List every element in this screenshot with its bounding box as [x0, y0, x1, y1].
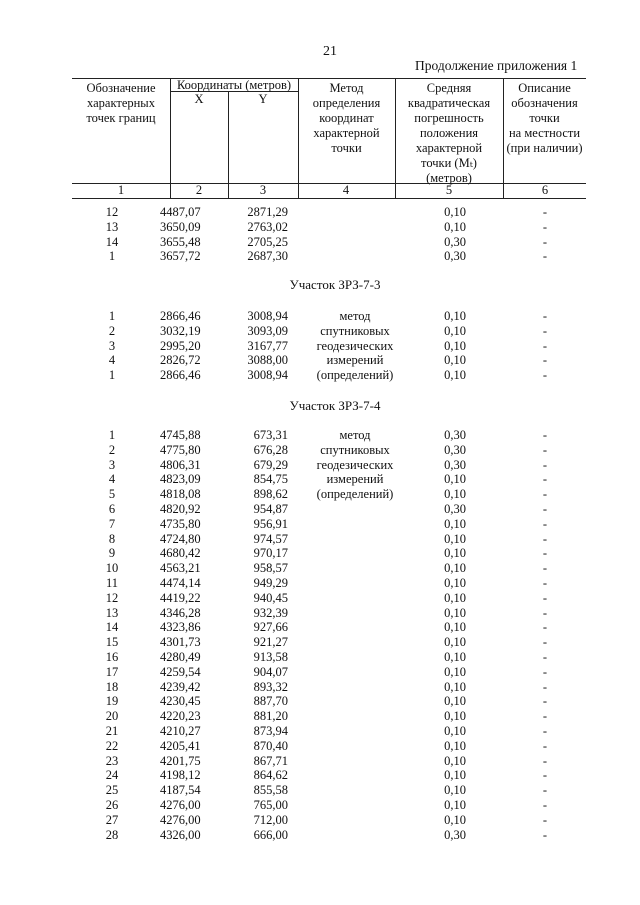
coord-x: 4187,54 — [160, 783, 201, 798]
coord-y: 898,62 — [253, 487, 288, 502]
table-row — [0, 724, 640, 739]
coord-x: 4230,45 — [160, 694, 201, 709]
coord-x: 4210,27 — [160, 724, 201, 738]
mean-error: 0,10 — [444, 323, 466, 338]
mean-error: 0,10 — [444, 516, 466, 531]
point-number: 9 — [108, 546, 116, 561]
coord-x: 4820,92 — [160, 502, 201, 516]
coord-x: 4563,21 — [160, 561, 201, 576]
table-header — [72, 78, 586, 198]
point-number: 4 — [108, 353, 116, 368]
header-method-line: характерной — [313, 126, 380, 140]
header-error-line: характерной — [415, 141, 483, 155]
coord-x: 4201,75 — [160, 753, 201, 768]
coord-y: 2763,02 — [247, 219, 288, 234]
description: - — [542, 576, 548, 590]
table-row — [0, 205, 640, 220]
coord-y: 3093,09 — [247, 323, 288, 338]
coord-y: 940,45 — [253, 590, 288, 605]
description: - — [542, 502, 548, 516]
description: - — [542, 738, 548, 753]
column-number: 4 — [342, 183, 350, 197]
mean-error: 0,10 — [444, 753, 466, 768]
table-row — [0, 517, 640, 532]
method-text-line: измерений — [326, 353, 384, 368]
coord-x: 4818,08 — [160, 487, 201, 502]
coord-y: 765,00 — [253, 798, 288, 812]
header-description-line: на местности — [508, 126, 581, 140]
coord-y: 679,29 — [253, 457, 288, 472]
mean-error: 0,10 — [444, 561, 466, 576]
description: - — [542, 457, 548, 472]
description: - — [542, 590, 548, 605]
point-number: 8 — [108, 531, 116, 546]
coord-x: 4326,00 — [160, 827, 201, 842]
coord-x: 4276,00 — [160, 798, 201, 812]
coord-y: 974,57 — [253, 531, 288, 546]
header-col1-line: точек границ — [86, 111, 156, 125]
coord-x: 4276,00 — [160, 812, 201, 827]
header-col1-line: характерных — [87, 96, 155, 110]
description: - — [542, 561, 548, 576]
header-y: Y — [258, 92, 268, 106]
mean-error: 0,10 — [444, 590, 466, 605]
point-number: 16 — [105, 650, 119, 664]
description: - — [542, 368, 548, 383]
mean-error: 0,30 — [444, 502, 466, 516]
description: - — [542, 234, 548, 249]
mean-error: 0,10 — [444, 368, 466, 383]
table-row — [0, 709, 640, 724]
coord-x: 3655,48 — [160, 234, 201, 249]
description: - — [542, 635, 548, 650]
coord-y: 970,17 — [253, 546, 288, 561]
table-row — [0, 798, 640, 813]
method-text-line: (определений) — [316, 368, 394, 383]
mean-error: 0,10 — [444, 531, 466, 546]
coord-y: 3088,00 — [247, 353, 288, 368]
column-number: 3 — [259, 183, 267, 197]
mean-error: 0,10 — [444, 694, 466, 709]
header-mid-rule — [72, 183, 586, 184]
mean-error: 0,10 — [444, 353, 466, 368]
mean-error: 0,30 — [444, 457, 466, 472]
mean-error: 0,10 — [444, 605, 466, 620]
coord-y: 873,94 — [253, 724, 288, 738]
mean-error: 0,10 — [444, 546, 466, 561]
point-number: 3 — [108, 338, 116, 353]
point-number: 11 — [105, 576, 119, 590]
method-text-line: (определений) — [316, 487, 394, 502]
coord-y: 921,27 — [253, 635, 288, 650]
table-row — [0, 502, 640, 517]
description: - — [542, 487, 548, 502]
header-description-line: точки — [529, 111, 560, 125]
coord-y: 867,71 — [253, 753, 288, 768]
header-description-line: обозначения — [511, 96, 578, 110]
header-error-line: (метров) — [426, 171, 472, 185]
coord-y: 3167,77 — [247, 338, 288, 353]
description: - — [542, 827, 548, 842]
header-top-rule — [72, 78, 586, 79]
point-number: 7 — [108, 516, 116, 531]
coord-x: 4220,23 — [160, 709, 201, 724]
coord-y: 913,58 — [253, 650, 288, 664]
table-row — [0, 694, 640, 709]
description: - — [542, 709, 548, 724]
point-number: 4 — [108, 472, 116, 487]
coord-y: 3008,94 — [247, 309, 288, 323]
point-number: 21 — [105, 724, 119, 738]
mean-error: 0,10 — [444, 205, 466, 219]
description: - — [542, 219, 548, 234]
mean-error: 0,10 — [444, 338, 466, 353]
table-row — [0, 768, 640, 783]
mean-error: 0,10 — [444, 620, 466, 635]
coord-y: 932,39 — [253, 605, 288, 620]
point-number: 1 — [108, 309, 116, 323]
coord-x: 3657,72 — [160, 249, 201, 264]
table-row — [0, 813, 640, 828]
coord-x: 4239,42 — [160, 679, 201, 694]
coord-x: 2866,46 — [160, 309, 201, 323]
description: - — [542, 338, 548, 353]
mean-error: 0,30 — [444, 428, 466, 442]
point-number: 25 — [105, 783, 119, 798]
section-title: Участок ЗРЗ-7-4 — [289, 398, 381, 413]
mean-error: 0,10 — [444, 219, 466, 234]
header-error — [395, 81, 503, 186]
coord-y: 666,00 — [253, 827, 288, 842]
mean-error: 0,10 — [444, 738, 466, 753]
mean-error: 0,30 — [444, 442, 466, 457]
point-number: 1 — [108, 368, 116, 383]
coord-x: 4323,86 — [160, 620, 201, 635]
coord-y: 864,62 — [253, 768, 288, 783]
coord-y: 676,28 — [253, 442, 288, 457]
coord-x: 4724,80 — [160, 531, 201, 546]
coord-x: 4301,73 — [160, 635, 201, 650]
table-row — [0, 680, 640, 695]
coord-y: 893,32 — [253, 679, 288, 694]
table-row — [0, 546, 640, 561]
header-description-line: (при наличии) — [506, 141, 583, 155]
table-row — [0, 591, 640, 606]
mean-error: 0,10 — [444, 798, 466, 812]
description: - — [542, 428, 548, 442]
coord-x: 4198,12 — [160, 768, 201, 783]
mean-error: 0,10 — [444, 768, 466, 783]
point-number: 3 — [108, 457, 116, 472]
coord-x: 4823,09 — [160, 472, 201, 487]
description: - — [542, 798, 548, 812]
coord-x: 4419,22 — [160, 590, 201, 605]
description: - — [542, 605, 548, 620]
point-number: 5 — [108, 487, 116, 502]
header-bottom-rule — [72, 198, 586, 199]
coord-x: 4745,88 — [160, 428, 201, 442]
mean-error: 0,10 — [444, 487, 466, 502]
description: - — [542, 323, 548, 338]
header-error-line: погрешность — [414, 111, 484, 125]
header-col1-line: Обозначение — [86, 81, 156, 95]
continuation-note: Продолжение приложения 1 — [415, 58, 578, 73]
header-error-line: квадратическая — [407, 96, 491, 110]
description: - — [542, 546, 548, 561]
table-row — [0, 561, 640, 576]
point-number: 1 — [108, 249, 116, 264]
mean-error: 0,30 — [444, 827, 466, 842]
point-number: 28 — [105, 827, 119, 842]
section-title: Участок ЗРЗ-7-3 — [289, 277, 381, 292]
table-row — [0, 635, 640, 650]
description: - — [542, 753, 548, 768]
mean-error: 0,10 — [444, 709, 466, 724]
description: - — [542, 679, 548, 694]
method-text-line: метод — [339, 428, 371, 442]
table-row — [0, 665, 640, 680]
table-row — [0, 739, 640, 754]
point-number: 2 — [108, 442, 116, 457]
point-number: 12 — [105, 590, 119, 605]
coord-x: 2826,72 — [160, 353, 201, 368]
table-row — [0, 754, 640, 769]
point-number: 19 — [105, 694, 119, 709]
point-number: 20 — [105, 709, 119, 724]
method-text-line: метод — [339, 309, 371, 323]
description: - — [542, 353, 548, 368]
table-row — [0, 650, 640, 665]
coord-x: 2995,20 — [160, 338, 201, 353]
description: - — [542, 783, 548, 798]
description: - — [542, 249, 548, 264]
coord-y: 949,29 — [253, 576, 288, 590]
point-number: 13 — [105, 219, 119, 234]
description: - — [542, 472, 548, 487]
table-row — [0, 220, 640, 235]
description: - — [542, 442, 548, 457]
header-description — [503, 81, 586, 156]
header-col1 — [72, 81, 170, 126]
method-text-line: геодезических — [316, 457, 394, 472]
description: - — [542, 724, 548, 738]
column-number: 1 — [117, 183, 125, 197]
coord-x: 3032,19 — [160, 323, 201, 338]
method-text-line: геодезических — [316, 338, 394, 353]
mean-error: 0,10 — [444, 309, 466, 323]
method-text-line: измерений — [326, 472, 384, 487]
coord-x: 4775,80 — [160, 442, 201, 457]
point-number: 10 — [105, 561, 119, 576]
point-number: 17 — [105, 664, 119, 679]
coord-x: 4205,41 — [160, 738, 201, 753]
mean-error: 0,10 — [444, 724, 466, 738]
header-error-line: точки (Mₜ) — [421, 156, 477, 170]
description: - — [542, 650, 548, 664]
point-number: 23 — [105, 753, 119, 768]
point-number: 14 — [105, 620, 119, 635]
coord-y: 2871,29 — [247, 205, 288, 219]
coord-y: 927,66 — [253, 620, 288, 635]
mean-error: 0,10 — [444, 635, 466, 650]
column-number: 5 — [445, 183, 453, 197]
point-number: 12 — [105, 205, 119, 219]
coord-x: 4735,80 — [160, 516, 201, 531]
table-row — [0, 249, 640, 264]
mean-error: 0,10 — [444, 664, 466, 679]
description: - — [542, 309, 548, 323]
description: - — [542, 768, 548, 783]
point-number: 13 — [105, 605, 119, 620]
coord-y: 956,91 — [253, 516, 288, 531]
table-row — [0, 620, 640, 635]
point-number: 22 — [105, 738, 119, 753]
coord-y: 712,00 — [253, 812, 288, 827]
mean-error: 0,30 — [444, 234, 466, 249]
point-number: 15 — [105, 635, 119, 650]
header-method-line: Метод — [329, 81, 364, 95]
mean-error: 0,10 — [444, 679, 466, 694]
header-method-line: координат — [319, 111, 374, 125]
description: - — [542, 205, 548, 219]
coord-y: 854,75 — [253, 472, 288, 487]
coord-x: 4259,54 — [160, 664, 201, 679]
coord-y: 3008,94 — [247, 368, 288, 383]
coord-y: 887,70 — [253, 694, 288, 709]
description: - — [542, 694, 548, 709]
point-number: 18 — [105, 679, 119, 694]
point-number: 1 — [108, 428, 116, 442]
coord-y: 855,58 — [253, 783, 288, 798]
column-number: 2 — [195, 183, 203, 197]
mean-error: 0,10 — [444, 650, 466, 664]
description: - — [542, 531, 548, 546]
point-number: 2 — [108, 323, 116, 338]
col-divider-2 — [228, 92, 229, 199]
method-text-line: спутниковых — [320, 442, 390, 457]
coord-y: 2687,30 — [247, 249, 288, 264]
coord-x: 4806,31 — [160, 457, 201, 472]
mean-error: 0,10 — [444, 812, 466, 827]
description: - — [542, 664, 548, 679]
header-error-line: Средняя — [426, 81, 472, 95]
header-x: X — [194, 92, 204, 106]
method-text-line: спутниковых — [320, 323, 390, 338]
mean-error: 0,10 — [444, 472, 466, 487]
page-number: 21 — [323, 44, 337, 59]
description: - — [542, 812, 548, 827]
coord-y: 673,31 — [253, 428, 288, 442]
point-number: 6 — [108, 502, 116, 516]
mean-error: 0,30 — [444, 249, 466, 264]
coord-x: 4346,28 — [160, 605, 201, 620]
table-row — [0, 606, 640, 621]
point-number: 24 — [105, 768, 119, 783]
coord-x: 4680,42 — [160, 546, 201, 561]
mean-error: 0,10 — [444, 783, 466, 798]
point-number: 14 — [105, 234, 119, 249]
header-coordinates: Координаты (метров) — [176, 78, 292, 92]
coord-y: 2705,25 — [247, 234, 288, 249]
table-row — [0, 532, 640, 547]
coord-y: 870,40 — [253, 738, 288, 753]
mean-error: 0,10 — [444, 576, 466, 590]
column-number: 6 — [541, 183, 549, 197]
coord-x: 3650,09 — [160, 219, 201, 234]
header-error-line: положения — [419, 126, 479, 140]
description: - — [542, 620, 548, 635]
coord-x: 4487,07 — [160, 205, 201, 219]
header-method-line: определения — [312, 96, 381, 110]
point-number: 26 — [105, 798, 119, 812]
coord-y: 954,87 — [253, 502, 288, 516]
coord-x: 2866,46 — [160, 368, 201, 383]
header-method — [298, 81, 395, 156]
header-method-line: точки — [331, 141, 362, 155]
table-row — [0, 828, 640, 843]
coord-x: 4474,14 — [160, 576, 201, 590]
table-row — [0, 783, 640, 798]
point-number: 27 — [105, 812, 119, 827]
coord-y: 958,57 — [253, 561, 288, 576]
coord-x: 4280,49 — [160, 650, 201, 664]
coord-y: 881,20 — [253, 709, 288, 724]
description: - — [542, 516, 548, 531]
header-description-line: Описание — [518, 81, 571, 95]
table-row — [0, 235, 640, 250]
table-row — [0, 576, 640, 591]
coord-y: 904,07 — [253, 664, 288, 679]
